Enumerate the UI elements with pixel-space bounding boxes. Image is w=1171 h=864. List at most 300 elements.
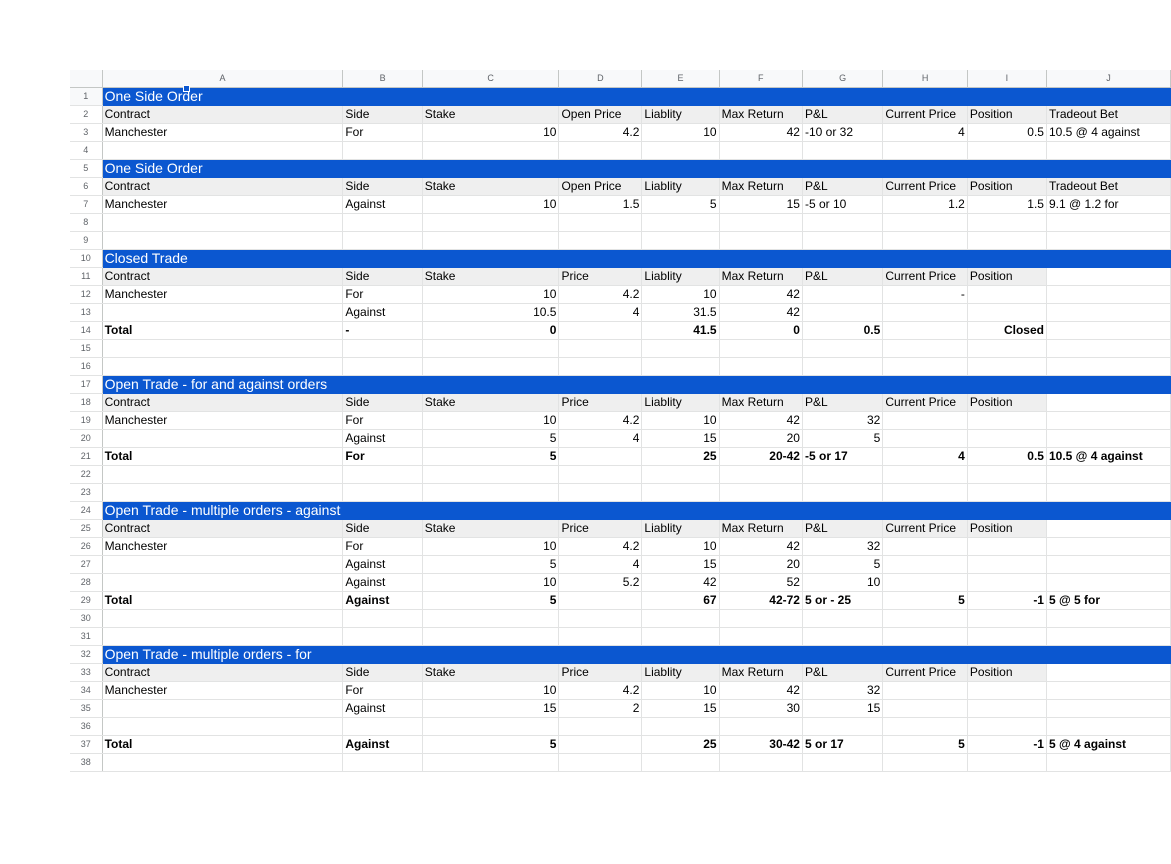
cell-j38[interactable] (1046, 754, 1170, 772)
cell-b6[interactable]: Side (343, 178, 422, 196)
cell-e35[interactable]: 15 (642, 700, 719, 718)
cell-i9[interactable] (967, 232, 1046, 250)
cell-h35[interactable] (883, 700, 968, 718)
cell-d37[interactable] (559, 736, 642, 754)
cell-j16[interactable] (1046, 358, 1170, 376)
cell-j20[interactable] (1046, 430, 1170, 448)
cell-i23[interactable] (967, 484, 1046, 502)
cell-b1[interactable] (343, 88, 422, 106)
cell-h14[interactable] (883, 322, 968, 340)
cell-a35[interactable] (102, 700, 343, 718)
cell-c22[interactable] (422, 466, 559, 484)
row-header-3[interactable]: 3 (70, 124, 102, 142)
cell-b11[interactable]: Side (343, 268, 422, 286)
cell-j19[interactable] (1046, 412, 1170, 430)
cell-a2[interactable]: Contract (102, 106, 343, 124)
cell-g13[interactable] (802, 304, 882, 322)
cell-c24[interactable] (422, 502, 559, 520)
cell-h6[interactable]: Current Price (883, 178, 968, 196)
cell-g31[interactable] (802, 628, 882, 646)
cell-d29[interactable] (559, 592, 642, 610)
cell-b21[interactable]: For (343, 448, 422, 466)
cell-c1[interactable] (422, 88, 559, 106)
cell-h30[interactable] (883, 610, 968, 628)
row-header-33[interactable]: 33 (70, 664, 102, 682)
cell-j34[interactable] (1046, 682, 1170, 700)
cell-f29[interactable]: 42-72 (719, 592, 802, 610)
cell-a6[interactable]: Contract (102, 178, 343, 196)
cell-a15[interactable] (102, 340, 343, 358)
cell-i12[interactable] (967, 286, 1046, 304)
cell-e17[interactable] (642, 376, 719, 394)
cell-d10[interactable] (559, 250, 642, 268)
cell-d1[interactable] (559, 88, 642, 106)
cell-e24[interactable] (642, 502, 719, 520)
row-header-18[interactable]: 18 (70, 394, 102, 412)
cell-f36[interactable] (719, 718, 802, 736)
cell-g24[interactable] (802, 502, 882, 520)
row-header-23[interactable]: 23 (70, 484, 102, 502)
cell-e22[interactable] (642, 466, 719, 484)
row-header-13[interactable]: 13 (70, 304, 102, 322)
row-header-36[interactable]: 36 (70, 718, 102, 736)
cell-g37[interactable]: 5 or 17 (802, 736, 882, 754)
row-header-12[interactable]: 12 (70, 286, 102, 304)
cell-e28[interactable]: 42 (642, 574, 719, 592)
row-header-38[interactable]: 38 (70, 754, 102, 772)
cell-c18[interactable]: Stake (422, 394, 559, 412)
cell-g15[interactable] (802, 340, 882, 358)
cell-g14[interactable]: 0.5 (802, 322, 882, 340)
cell-e27[interactable]: 15 (642, 556, 719, 574)
cell-a18[interactable]: Contract (102, 394, 343, 412)
cell-f31[interactable] (719, 628, 802, 646)
cell-f38[interactable] (719, 754, 802, 772)
cell-i38[interactable] (967, 754, 1046, 772)
cell-e2[interactable]: Liablity (642, 106, 719, 124)
cell-a1[interactable] (102, 88, 343, 106)
cell-c29[interactable]: 5 (422, 592, 559, 610)
cell-e3[interactable]: 10 (642, 124, 719, 142)
column-header-d[interactable]: D (559, 70, 642, 88)
row-header-8[interactable]: 8 (70, 214, 102, 232)
cell-j33[interactable] (1046, 664, 1170, 682)
column-header-b[interactable]: B (343, 70, 422, 88)
cell-e10[interactable] (642, 250, 719, 268)
cell-b32[interactable] (343, 646, 422, 664)
cell-h21[interactable]: 4 (883, 448, 968, 466)
cell-i33[interactable]: Position (967, 664, 1046, 682)
cell-f3[interactable]: 42 (719, 124, 802, 142)
cell-c17[interactable] (422, 376, 559, 394)
cell-d13[interactable]: 4 (559, 304, 642, 322)
cell-a27[interactable] (102, 556, 343, 574)
cell-c31[interactable] (422, 628, 559, 646)
cell-b10[interactable] (343, 250, 422, 268)
row-header-7[interactable]: 7 (70, 196, 102, 214)
row-header-27[interactable]: 27 (70, 556, 102, 574)
cell-e9[interactable] (642, 232, 719, 250)
cell-c21[interactable]: 5 (422, 448, 559, 466)
cell-a17[interactable] (102, 376, 343, 394)
cell-j24[interactable] (1046, 502, 1170, 520)
cell-c10[interactable] (422, 250, 559, 268)
cell-j37[interactable]: 5 @ 4 against (1046, 736, 1170, 754)
cell-f4[interactable] (719, 142, 802, 160)
cell-h22[interactable] (883, 466, 968, 484)
cell-f21[interactable]: 20-42 (719, 448, 802, 466)
cell-f26[interactable]: 42 (719, 538, 802, 556)
cell-d7[interactable]: 1.5 (559, 196, 642, 214)
cell-d16[interactable] (559, 358, 642, 376)
cell-i34[interactable] (967, 682, 1046, 700)
cell-b28[interactable]: Against (343, 574, 422, 592)
cell-e16[interactable] (642, 358, 719, 376)
cell-c23[interactable] (422, 484, 559, 502)
row-header-20[interactable]: 20 (70, 430, 102, 448)
cell-a25[interactable]: Contract (102, 520, 343, 538)
row-header-4[interactable]: 4 (70, 142, 102, 160)
cell-g22[interactable] (802, 466, 882, 484)
cell-b34[interactable]: For (343, 682, 422, 700)
cell-a34[interactable]: Manchester (102, 682, 343, 700)
cell-j7[interactable]: 9.1 @ 1.2 for (1046, 196, 1170, 214)
row-header-15[interactable]: 15 (70, 340, 102, 358)
cell-c27[interactable]: 5 (422, 556, 559, 574)
cell-c38[interactable] (422, 754, 559, 772)
cell-a12[interactable]: Manchester (102, 286, 343, 304)
cell-i26[interactable] (967, 538, 1046, 556)
cell-b5[interactable] (343, 160, 422, 178)
cell-d3[interactable]: 4.2 (559, 124, 642, 142)
cell-b25[interactable]: Side (343, 520, 422, 538)
cell-b37[interactable]: Against (343, 736, 422, 754)
cell-e6[interactable]: Liablity (642, 178, 719, 196)
cell-d21[interactable] (559, 448, 642, 466)
cell-g1[interactable] (802, 88, 882, 106)
cell-g30[interactable] (802, 610, 882, 628)
cell-i29[interactable]: -1 (967, 592, 1046, 610)
cell-j36[interactable] (1046, 718, 1170, 736)
cell-b15[interactable] (343, 340, 422, 358)
cell-f2[interactable]: Max Return (719, 106, 802, 124)
cell-h13[interactable] (883, 304, 968, 322)
cell-h17[interactable] (883, 376, 968, 394)
cell-j31[interactable] (1046, 628, 1170, 646)
cell-a38[interactable] (102, 754, 343, 772)
cell-g23[interactable] (802, 484, 882, 502)
cell-d19[interactable]: 4.2 (559, 412, 642, 430)
cell-f23[interactable] (719, 484, 802, 502)
cell-h38[interactable] (883, 754, 968, 772)
cell-g12[interactable] (802, 286, 882, 304)
cell-e25[interactable]: Liablity (642, 520, 719, 538)
cell-j9[interactable] (1046, 232, 1170, 250)
cell-f10[interactable] (719, 250, 802, 268)
cell-e33[interactable]: Liablity (642, 664, 719, 682)
cell-c15[interactable] (422, 340, 559, 358)
cell-f15[interactable] (719, 340, 802, 358)
cell-a8[interactable] (102, 214, 343, 232)
cell-e12[interactable]: 10 (642, 286, 719, 304)
cell-g29[interactable]: 5 or - 25 (802, 592, 882, 610)
cell-a23[interactable] (102, 484, 343, 502)
cell-i20[interactable] (967, 430, 1046, 448)
cell-f7[interactable]: 15 (719, 196, 802, 214)
cell-i28[interactable] (967, 574, 1046, 592)
cell-i22[interactable] (967, 466, 1046, 484)
cell-j2[interactable]: Tradeout Bet (1046, 106, 1170, 124)
cell-g38[interactable] (802, 754, 882, 772)
cell-f6[interactable]: Max Return (719, 178, 802, 196)
cell-b7[interactable]: Against (343, 196, 422, 214)
cell-j26[interactable] (1046, 538, 1170, 556)
cell-i16[interactable] (967, 358, 1046, 376)
cell-h1[interactable] (883, 88, 968, 106)
cell-f28[interactable]: 52 (719, 574, 802, 592)
cell-e34[interactable]: 10 (642, 682, 719, 700)
cell-j23[interactable] (1046, 484, 1170, 502)
cell-g18[interactable]: P&L (802, 394, 882, 412)
column-header-i[interactable]: I (967, 70, 1046, 88)
cell-i25[interactable]: Position (967, 520, 1046, 538)
cell-i18[interactable]: Position (967, 394, 1046, 412)
cell-i24[interactable] (967, 502, 1046, 520)
cell-b14[interactable]: - (343, 322, 422, 340)
cell-d32[interactable] (559, 646, 642, 664)
cell-c11[interactable]: Stake (422, 268, 559, 286)
row-header-10[interactable]: 10 (70, 250, 102, 268)
cell-a11[interactable]: Contract (102, 268, 343, 286)
cell-a24[interactable] (102, 502, 343, 520)
cell-b22[interactable] (343, 466, 422, 484)
cell-a21[interactable]: Total (102, 448, 343, 466)
cell-a19[interactable]: Manchester (102, 412, 343, 430)
cell-h18[interactable]: Current Price (883, 394, 968, 412)
cell-d35[interactable]: 2 (559, 700, 642, 718)
cell-b16[interactable] (343, 358, 422, 376)
row-header-14[interactable]: 14 (70, 322, 102, 340)
cell-h33[interactable]: Current Price (883, 664, 968, 682)
cell-h31[interactable] (883, 628, 968, 646)
cell-f12[interactable]: 42 (719, 286, 802, 304)
cell-b2[interactable]: Side (343, 106, 422, 124)
row-header-31[interactable]: 31 (70, 628, 102, 646)
cell-j1[interactable] (1046, 88, 1170, 106)
cell-g11[interactable]: P&L (802, 268, 882, 286)
column-header-h[interactable]: H (883, 70, 968, 88)
cell-h34[interactable] (883, 682, 968, 700)
cell-h12[interactable]: - (883, 286, 968, 304)
cell-j25[interactable] (1046, 520, 1170, 538)
cell-g20[interactable]: 5 (802, 430, 882, 448)
cell-i27[interactable] (967, 556, 1046, 574)
cell-e4[interactable] (642, 142, 719, 160)
cell-b4[interactable] (343, 142, 422, 160)
cell-i13[interactable] (967, 304, 1046, 322)
cell-h27[interactable] (883, 556, 968, 574)
cell-i35[interactable] (967, 700, 1046, 718)
cell-e21[interactable]: 25 (642, 448, 719, 466)
cell-d30[interactable] (559, 610, 642, 628)
cell-a7[interactable]: Manchester (102, 196, 343, 214)
cell-h37[interactable]: 5 (883, 736, 968, 754)
cell-e19[interactable]: 10 (642, 412, 719, 430)
cell-a37[interactable]: Total (102, 736, 343, 754)
cell-d22[interactable] (559, 466, 642, 484)
cell-b24[interactable] (343, 502, 422, 520)
cell-g19[interactable]: 32 (802, 412, 882, 430)
cell-i7[interactable]: 1.5 (967, 196, 1046, 214)
cell-b17[interactable] (343, 376, 422, 394)
cell-d2[interactable]: Open Price (559, 106, 642, 124)
row-header-32[interactable]: 32 (70, 646, 102, 664)
cell-i8[interactable] (967, 214, 1046, 232)
cell-f13[interactable]: 42 (719, 304, 802, 322)
cell-e36[interactable] (642, 718, 719, 736)
cell-g32[interactable] (802, 646, 882, 664)
cell-h23[interactable] (883, 484, 968, 502)
column-header-a[interactable]: A (102, 70, 343, 88)
cell-j22[interactable] (1046, 466, 1170, 484)
cell-f32[interactable] (719, 646, 802, 664)
cell-i4[interactable] (967, 142, 1046, 160)
cell-a33[interactable]: Contract (102, 664, 343, 682)
cell-c4[interactable] (422, 142, 559, 160)
cell-b20[interactable]: Against (343, 430, 422, 448)
cell-h36[interactable] (883, 718, 968, 736)
cell-b31[interactable] (343, 628, 422, 646)
cell-d9[interactable] (559, 232, 642, 250)
cell-h8[interactable] (883, 214, 968, 232)
cell-f35[interactable]: 30 (719, 700, 802, 718)
cell-h24[interactable] (883, 502, 968, 520)
cell-b30[interactable] (343, 610, 422, 628)
cell-c28[interactable]: 10 (422, 574, 559, 592)
cell-f1[interactable] (719, 88, 802, 106)
cell-c9[interactable] (422, 232, 559, 250)
cell-c19[interactable]: 10 (422, 412, 559, 430)
cell-j13[interactable] (1046, 304, 1170, 322)
cell-f16[interactable] (719, 358, 802, 376)
row-header-5[interactable]: 5 (70, 160, 102, 178)
cell-e37[interactable]: 25 (642, 736, 719, 754)
cell-a20[interactable] (102, 430, 343, 448)
cell-j27[interactable] (1046, 556, 1170, 574)
cell-f17[interactable] (719, 376, 802, 394)
row-header-16[interactable]: 16 (70, 358, 102, 376)
cell-g21[interactable]: -5 or 17 (802, 448, 882, 466)
cell-d6[interactable]: Open Price (559, 178, 642, 196)
cell-h32[interactable] (883, 646, 968, 664)
cell-a29[interactable]: Total (102, 592, 343, 610)
cell-f27[interactable]: 20 (719, 556, 802, 574)
cell-e31[interactable] (642, 628, 719, 646)
cell-a16[interactable] (102, 358, 343, 376)
cell-f37[interactable]: 30-42 (719, 736, 802, 754)
cell-j14[interactable] (1046, 322, 1170, 340)
cell-f20[interactable]: 20 (719, 430, 802, 448)
cell-i17[interactable] (967, 376, 1046, 394)
cell-g33[interactable]: P&L (802, 664, 882, 682)
cell-g28[interactable]: 10 (802, 574, 882, 592)
cell-i11[interactable]: Position (967, 268, 1046, 286)
column-header-e[interactable]: E (642, 70, 719, 88)
cell-g4[interactable] (802, 142, 882, 160)
cell-g6[interactable]: P&L (802, 178, 882, 196)
cell-e26[interactable]: 10 (642, 538, 719, 556)
cell-f24[interactable] (719, 502, 802, 520)
cell-e15[interactable] (642, 340, 719, 358)
cell-b36[interactable] (343, 718, 422, 736)
cell-c6[interactable]: Stake (422, 178, 559, 196)
cell-d17[interactable] (559, 376, 642, 394)
cell-a31[interactable] (102, 628, 343, 646)
cell-d23[interactable] (559, 484, 642, 502)
cell-i6[interactable]: Position (967, 178, 1046, 196)
cell-e38[interactable] (642, 754, 719, 772)
cell-f14[interactable]: 0 (719, 322, 802, 340)
cell-j6[interactable]: Tradeout Bet (1046, 178, 1170, 196)
cell-h11[interactable]: Current Price (883, 268, 968, 286)
cell-i14[interactable]: Closed (967, 322, 1046, 340)
cell-e13[interactable]: 31.5 (642, 304, 719, 322)
row-header-17[interactable]: 17 (70, 376, 102, 394)
cell-j30[interactable] (1046, 610, 1170, 628)
cell-j32[interactable] (1046, 646, 1170, 664)
cell-d18[interactable]: Price (559, 394, 642, 412)
cell-f11[interactable]: Max Return (719, 268, 802, 286)
cell-j11[interactable] (1046, 268, 1170, 286)
cell-c16[interactable] (422, 358, 559, 376)
cell-a4[interactable] (102, 142, 343, 160)
row-header-19[interactable]: 19 (70, 412, 102, 430)
cell-b9[interactable] (343, 232, 422, 250)
cell-h25[interactable]: Current Price (883, 520, 968, 538)
cell-e29[interactable]: 67 (642, 592, 719, 610)
cell-c8[interactable] (422, 214, 559, 232)
cell-b35[interactable]: Against (343, 700, 422, 718)
row-header-26[interactable]: 26 (70, 538, 102, 556)
cell-g17[interactable] (802, 376, 882, 394)
cell-a32[interactable] (102, 646, 343, 664)
cell-h9[interactable] (883, 232, 968, 250)
cell-d4[interactable] (559, 142, 642, 160)
cell-e14[interactable]: 41.5 (642, 322, 719, 340)
cell-d5[interactable] (559, 160, 642, 178)
cell-f34[interactable]: 42 (719, 682, 802, 700)
cell-i19[interactable] (967, 412, 1046, 430)
cell-j29[interactable]: 5 @ 5 for (1046, 592, 1170, 610)
cell-h15[interactable] (883, 340, 968, 358)
cell-j12[interactable] (1046, 286, 1170, 304)
cell-f8[interactable] (719, 214, 802, 232)
cell-j3[interactable]: 10.5 @ 4 against (1046, 124, 1170, 142)
cell-a26[interactable]: Manchester (102, 538, 343, 556)
cell-e11[interactable]: Liablity (642, 268, 719, 286)
cell-e23[interactable] (642, 484, 719, 502)
cell-d24[interactable] (559, 502, 642, 520)
cell-d25[interactable]: Price (559, 520, 642, 538)
cell-f9[interactable] (719, 232, 802, 250)
cell-c34[interactable]: 10 (422, 682, 559, 700)
cell-c25[interactable]: Stake (422, 520, 559, 538)
cell-h26[interactable] (883, 538, 968, 556)
cell-d38[interactable] (559, 754, 642, 772)
cell-c13[interactable]: 10.5 (422, 304, 559, 322)
cell-d20[interactable]: 4 (559, 430, 642, 448)
cell-g35[interactable]: 15 (802, 700, 882, 718)
